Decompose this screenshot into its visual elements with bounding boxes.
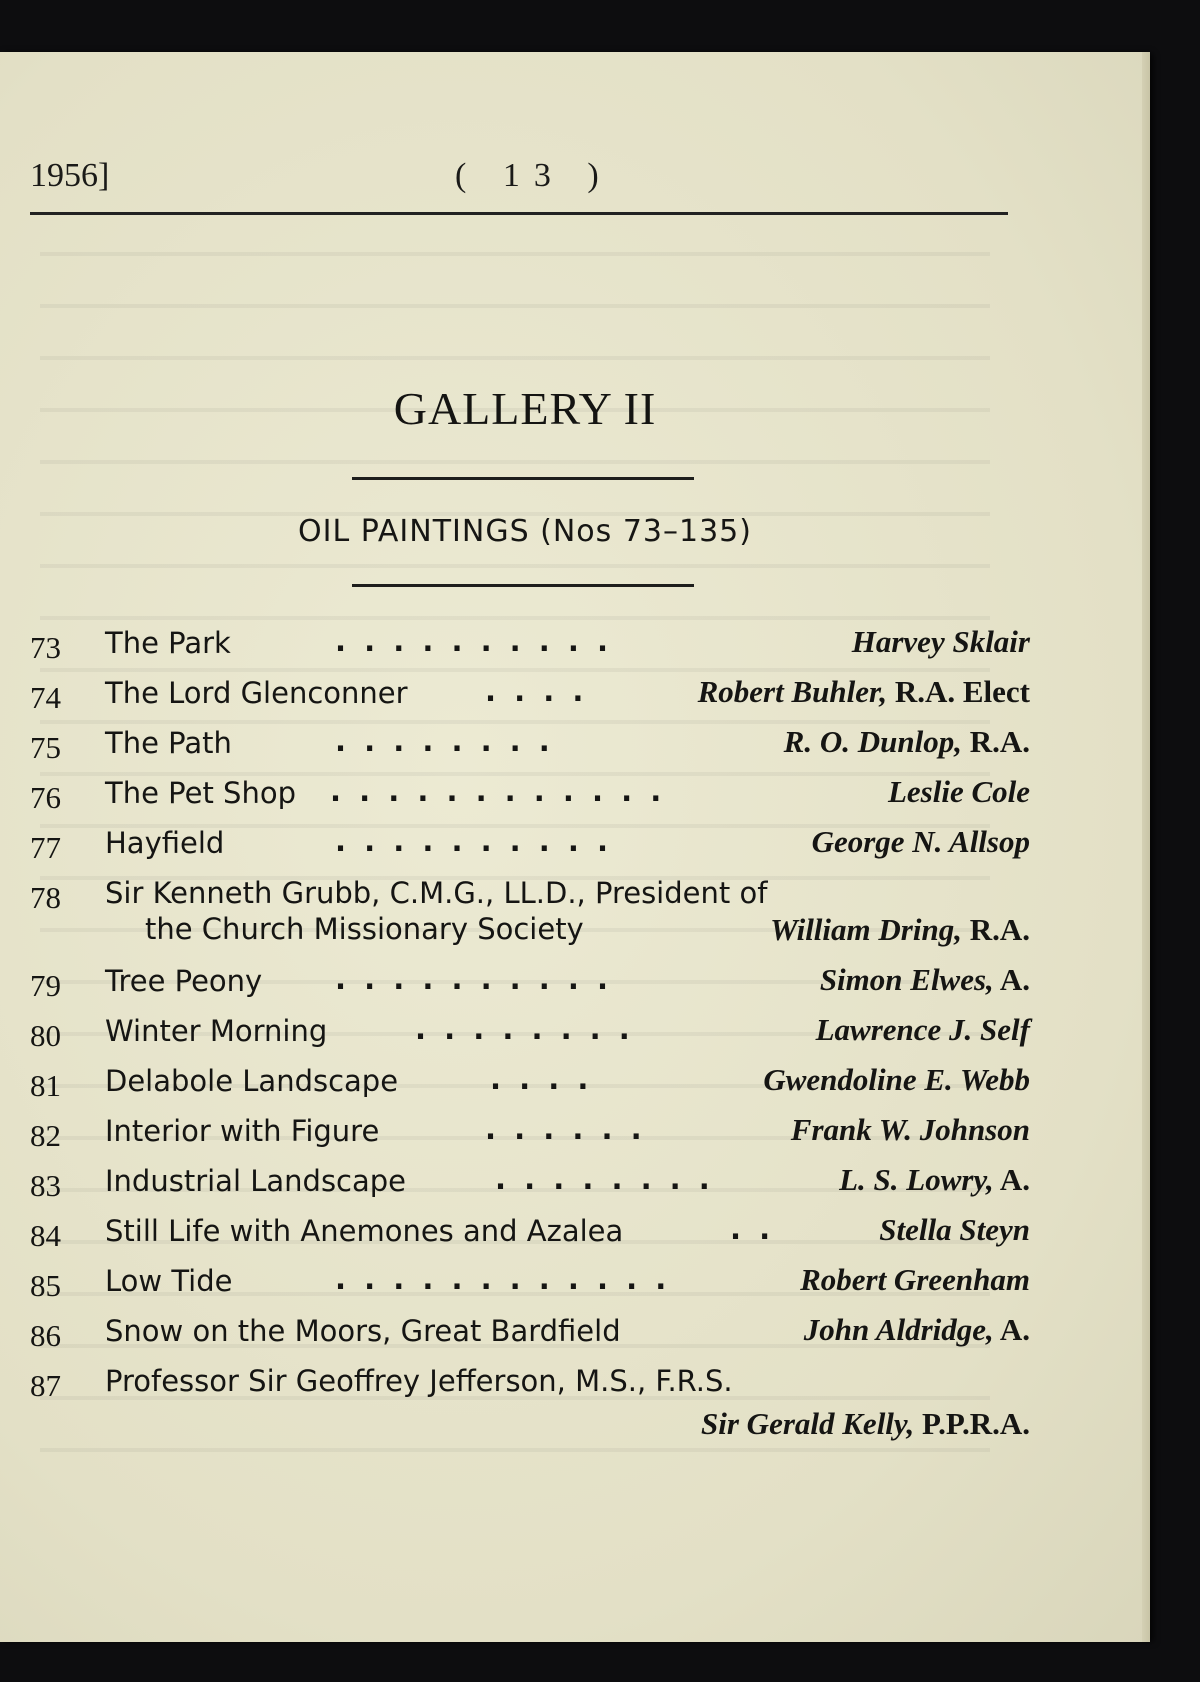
entry-title: Industrial Landscape — [105, 1164, 407, 1198]
catalogue-entry — [30, 1108, 1030, 1158]
entry-number: 76 — [30, 780, 61, 815]
entry-artist: Sir Gerald Kelly, P.P.R.A. — [701, 1406, 1030, 1441]
entry-title: Hayfield — [105, 826, 225, 860]
entry-title: Still Life with Anemones and Azalea — [105, 1214, 624, 1248]
leader-dots: . . . . . . . . . . — [335, 824, 613, 858]
catalogue-entry — [30, 1058, 1030, 1108]
title-rule — [352, 477, 694, 480]
catalogue-entry — [30, 820, 1030, 870]
entry-artist: L. S. Lowry, A. — [839, 1162, 1030, 1197]
leader-dots: . . . . . . . . . . . . — [330, 774, 666, 808]
entry-number: 77 — [30, 830, 61, 865]
entry-number: 78 — [30, 880, 61, 915]
leader-dots: . . . . . . — [485, 1112, 646, 1146]
catalogue-entry — [30, 1008, 1030, 1058]
entry-number: 79 — [30, 968, 61, 1003]
catalogue-page — [0, 52, 1150, 1642]
leader-dots: . . . . . . . . . . — [335, 624, 613, 658]
entry-number: 74 — [30, 680, 61, 715]
entry-number: 86 — [30, 1318, 61, 1353]
entry-artist: R. O. Dunlop, R.A. — [783, 724, 1030, 759]
entry-artist: Stella Steyn — [879, 1212, 1030, 1247]
catalogue-entry — [30, 1208, 1030, 1258]
entry-title: Snow on the Moors, Great Bardfield — [105, 1314, 621, 1348]
entry-number: 82 — [30, 1118, 61, 1153]
catalogue-entry — [30, 720, 1030, 770]
entry-title: The Park — [105, 626, 231, 660]
entry-title: Professor Sir Geoffrey Jefferson, M.S., F.R.S. — [105, 1364, 733, 1398]
gallery-title: GALLERY II — [393, 383, 657, 434]
catalogue-entry — [30, 670, 1030, 720]
leader-dots: . . . . — [485, 674, 588, 708]
subtitle-rule — [352, 584, 694, 587]
entry-artist: Frank W. Johnson — [790, 1112, 1030, 1147]
entry-artist: Robert Buhler, R.A. Elect — [697, 674, 1030, 709]
entry-title: The Pet Shop — [105, 776, 296, 810]
leader-dots: . . . . — [490, 1062, 593, 1096]
entry-title: Interior with Figure — [105, 1114, 380, 1148]
entry-number: 80 — [30, 1018, 61, 1053]
entry-artist: William Dring, R.A. — [770, 912, 1030, 947]
entry-artist: Gwendoline E. Webb — [763, 1062, 1030, 1097]
catalogue-entry — [30, 1358, 1030, 1454]
entry-artist: Harvey Sklair — [851, 624, 1030, 659]
entry-title: Delabole Landscape — [105, 1064, 399, 1098]
catalogue-entry — [30, 1308, 1030, 1358]
header-page-number: ( 13 ) — [455, 157, 613, 194]
header-rule — [30, 212, 1008, 215]
entry-title: The Path — [105, 726, 232, 760]
leader-dots: . . — [730, 1212, 775, 1246]
entry-artist: George N. Allsop — [811, 824, 1030, 859]
entry-artist: Simon Elwes, A. — [819, 962, 1030, 997]
entry-artist: John Aldridge, A. — [803, 1312, 1030, 1347]
entry-number: 73 — [30, 630, 61, 665]
section-subtitle: OIL PAINTINGS (Nos 73–135) — [298, 514, 752, 549]
entry-artist: Leslie Cole — [887, 774, 1030, 809]
catalogue-entry — [30, 1158, 1030, 1208]
entry-number: 75 — [30, 730, 61, 765]
leader-dots: . . . . . . . . . . . . — [335, 1262, 671, 1296]
leader-dots: . . . . . . . . — [335, 724, 554, 758]
catalogue-entry — [30, 1258, 1030, 1308]
entry-title-continued: the Church Missionary Society — [145, 912, 584, 946]
catalogue-entry — [30, 620, 1030, 670]
entry-title: The Lord Glenconner — [105, 676, 408, 710]
leader-dots: . . . . . . . . — [415, 1012, 634, 1046]
leader-dots: . . . . . . . . — [495, 1162, 714, 1196]
entry-title: Winter Morning — [105, 1014, 328, 1048]
entry-list — [30, 620, 1030, 1454]
leader-dots: . . . . . . . . . . — [335, 962, 613, 996]
entry-title: Tree Peony — [105, 964, 263, 998]
entry-number: 83 — [30, 1168, 61, 1203]
page-edge — [1142, 52, 1150, 1642]
entry-title: Low Tide — [105, 1264, 233, 1298]
entry-artist: Robert Greenham — [800, 1262, 1030, 1297]
entry-number: 84 — [30, 1218, 61, 1253]
entry-number: 85 — [30, 1268, 61, 1303]
page-header — [30, 157, 1010, 207]
entry-number: 87 — [30, 1368, 61, 1403]
catalogue-entry — [30, 870, 1030, 958]
catalogue-entry — [30, 770, 1030, 820]
header-year: 1956] — [30, 157, 110, 194]
catalogue-entry — [30, 958, 1030, 1008]
entry-number: 81 — [30, 1068, 61, 1103]
entry-title: Sir Kenneth Grubb, C.M.G., LL.D., President of — [105, 876, 768, 910]
entry-artist: Lawrence J. Self — [815, 1012, 1030, 1047]
